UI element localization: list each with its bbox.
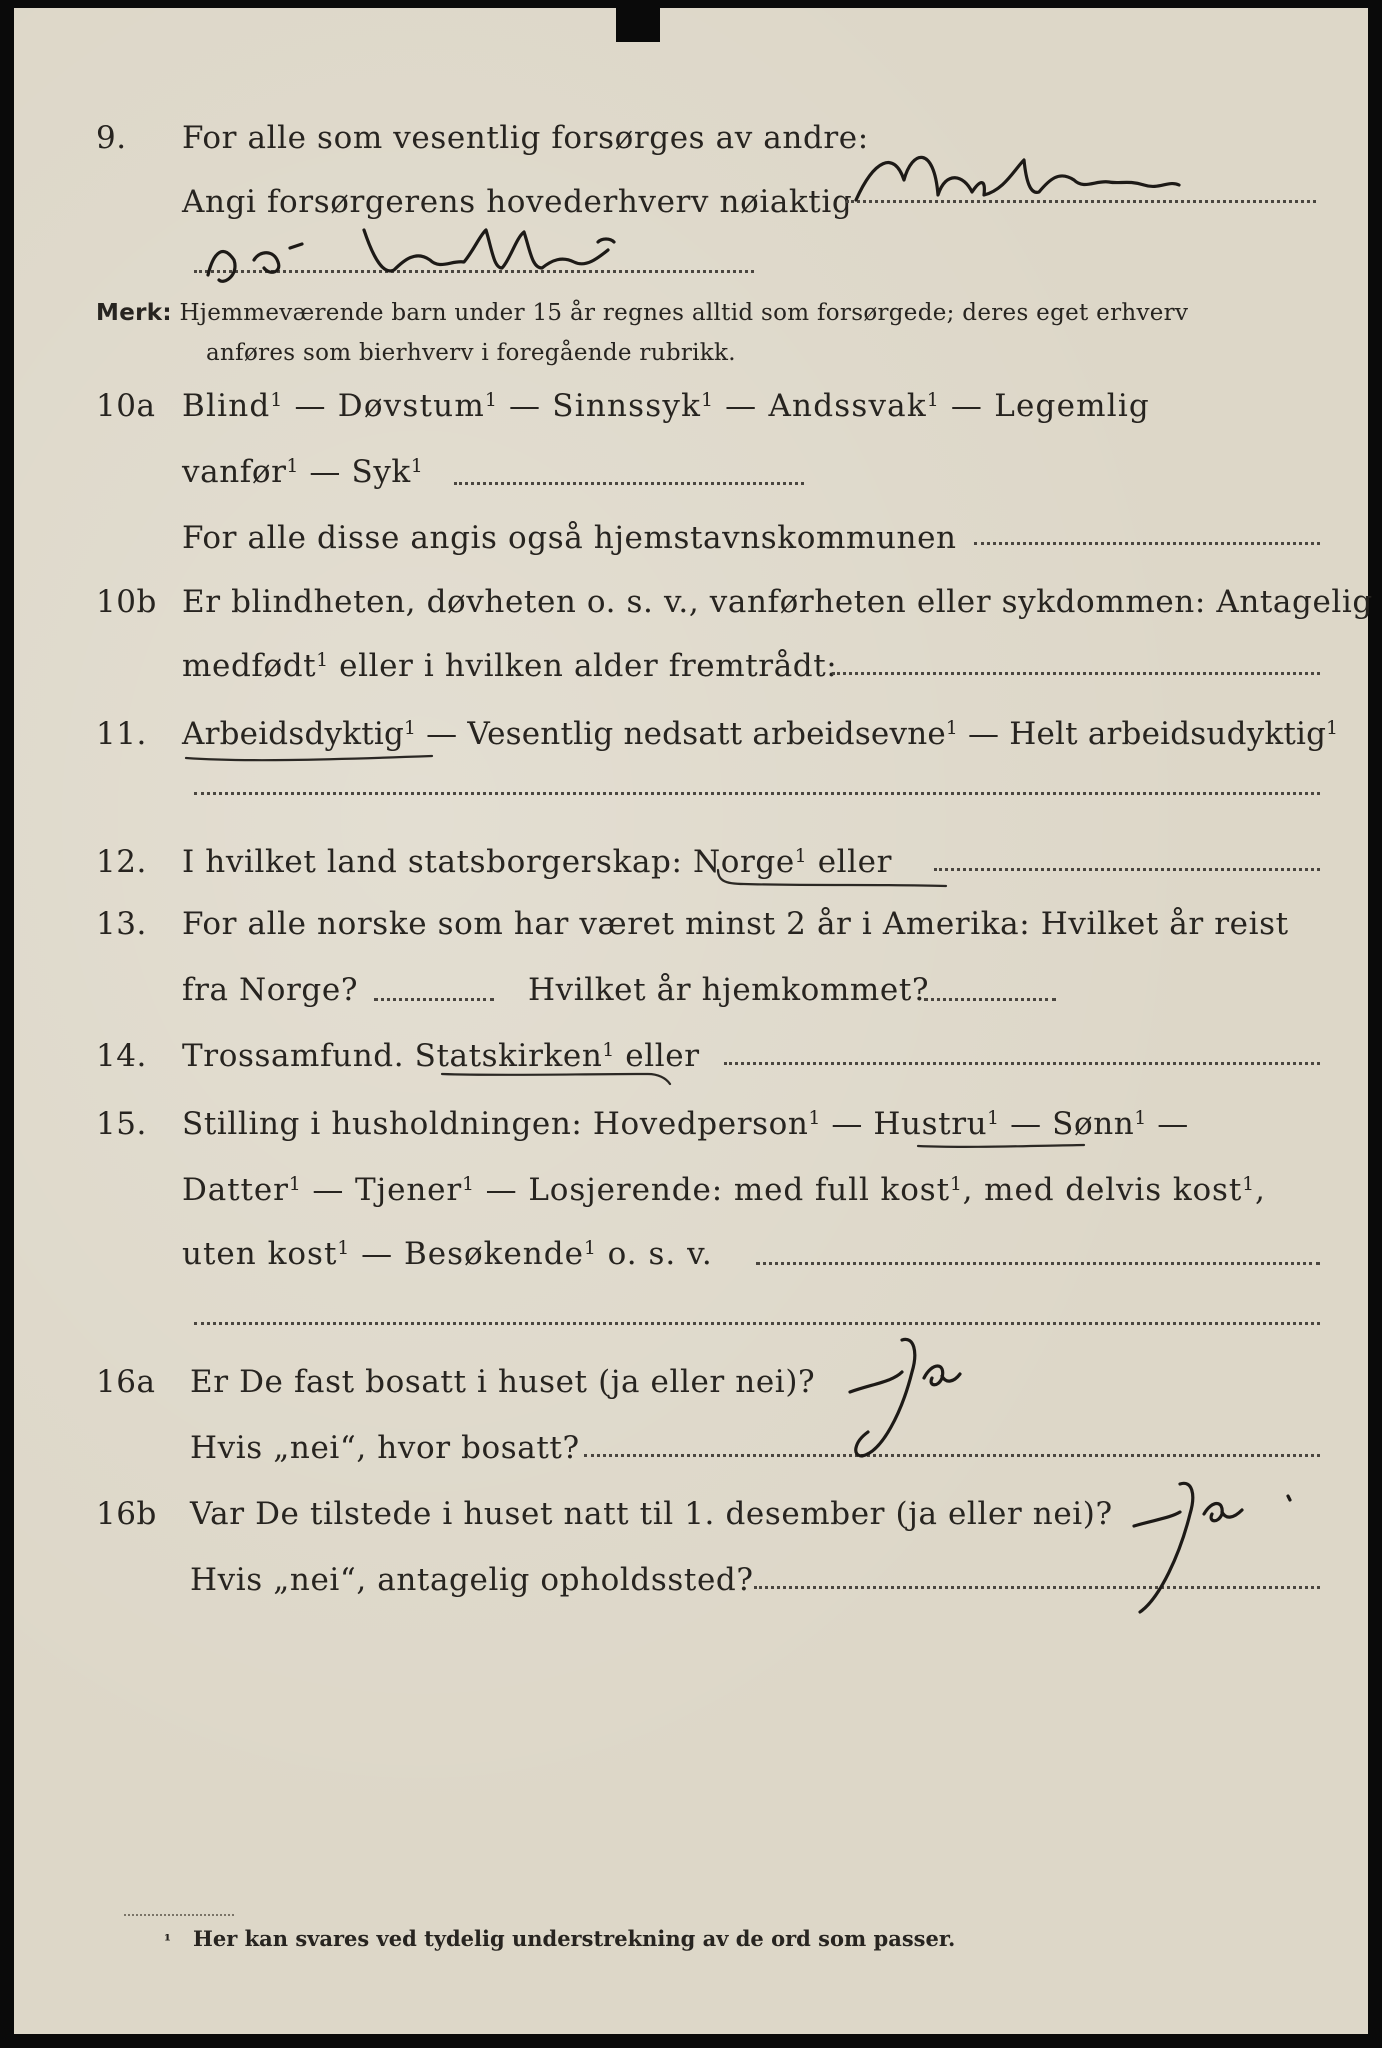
q10b-line2 [182, 648, 837, 684]
q14-text: Trossamfund. [182, 1038, 415, 1074]
q10a-andssvak: Andssvak [768, 388, 927, 424]
dash: — [999, 1106, 1053, 1142]
q10a-line1 [182, 388, 1150, 424]
dash: — [820, 1106, 874, 1142]
footnote-ref: 1 [484, 389, 498, 411]
dash: — [1146, 1106, 1189, 1142]
q11-number: 11. [96, 716, 147, 752]
footnote-marker: ¹ [164, 1931, 172, 1950]
q12-handwritten-underline [714, 864, 954, 894]
footnote-ref: 1 [404, 717, 417, 739]
q13-number: 13. [96, 906, 147, 942]
q14-answer-line [724, 1062, 1320, 1065]
q10a-dovstum: Døvstum [337, 388, 485, 424]
q14-eller: eller [614, 1038, 700, 1074]
q15-datter: Datter [182, 1172, 289, 1208]
q15-uten-kost: uten kost [182, 1236, 338, 1272]
q14-number: 14. [96, 1038, 147, 1074]
merk-text-2: anføres som bierhverv i foregående rubrikk. [206, 340, 736, 366]
q10b-line1: Er blindheten, døvheten o. s. v., vanførheten eller sykdommen: Antagelig [182, 584, 1373, 620]
footnote-ref: 1 [1134, 1107, 1147, 1129]
q15-line2: Datter$^1$ — Tjener$^1$ — Losjerende: med full kost$^1$, med delvis kost$^1$, [182, 1172, 1266, 1208]
dash: — [298, 454, 352, 490]
merk-text-1: Hjemmeværende barn under 15 år regnes alltid som forsørgede; deres eget erhverv [179, 300, 1189, 326]
q11-handwritten-underline [182, 748, 442, 768]
q11-arbeidsdyktig: Arbeidsdyktig [182, 716, 405, 752]
q9-line2: Angi forsørgerens hovederhverv nøiaktig [182, 184, 853, 220]
q16a-handwritten-answer [842, 1332, 1032, 1472]
q16a-line2: Hvis „nei“, hvor bosatt? [190, 1430, 580, 1466]
footnote-text: Her kan svares ved tydelig understrekning av de ord som passer. [193, 1926, 956, 1951]
q13-line1: For alle norske som har været minst 2 år i Amerika: Hvilket år reist [182, 906, 1289, 942]
q11-extra-line [194, 792, 1320, 795]
q12-norge: Norge [692, 844, 795, 880]
q10a-line3: For alle disse angis også hjemstavnskommunen [182, 520, 957, 556]
q15-number: 15. [96, 1106, 147, 1142]
dash: — [714, 388, 769, 424]
q15-hovedperson: Stilling i husholdningen: Hovedperson [182, 1106, 809, 1142]
q15-losjerende: Losjerende: med full kost [528, 1172, 950, 1208]
q15-hustru: Hustru [873, 1106, 988, 1142]
q16b-line1: Var De tilstede i huset natt til 1. desember (ja eller nei)? [190, 1496, 1113, 1532]
footnote-ref: 1 [316, 649, 329, 671]
dash: — [474, 1172, 529, 1208]
footnote [164, 1926, 955, 1951]
q15-besokende: Besøkende [403, 1236, 584, 1272]
q11-nedsatt: — Vesentlig nedsatt arbeidsevne [416, 716, 946, 752]
merk-note-line1 [96, 300, 1188, 326]
dash: — [350, 1236, 404, 1272]
q15-answer-line [756, 1262, 1320, 1265]
footnote-ref: 1 [462, 1173, 475, 1195]
dash: — [283, 388, 338, 424]
q15-handwritten-underline [914, 1136, 1094, 1156]
q13-hjemkommet-line [924, 998, 1056, 1001]
footnote-ref: 1 [987, 1107, 1000, 1129]
q10a-sinnssyk: Sinnssyk [552, 388, 702, 424]
q9-handwritten-answer [834, 140, 1254, 220]
q13-line2b: Hvilket år hjemkommet? [528, 972, 930, 1008]
q10a-blind: Blind [182, 388, 271, 424]
q14-statskirken: Statskirken [414, 1038, 603, 1074]
footnote-ref: 1 [583, 1237, 597, 1259]
q16b-line2: Hvis „nei“, antagelig opholdssted? [190, 1562, 754, 1598]
q12-number: 12. [96, 844, 147, 880]
q16a-number: 16a [96, 1364, 156, 1400]
footnote-ref: 1 [270, 389, 284, 411]
q10a-answer-line [454, 482, 804, 485]
q15-extra-line [194, 1322, 1320, 1325]
q15-osv: o. s. v. [596, 1236, 713, 1272]
footnote-ref: 1 [949, 1173, 963, 1195]
q15-delvis: , med delvis kost [962, 1172, 1243, 1208]
census-form-page [14, 8, 1373, 2034]
q11-udyktig: — Helt arbeidsudyktig [957, 716, 1327, 752]
q13-reist-line [374, 998, 494, 1001]
dash: — [301, 1172, 355, 1208]
q14-handwritten-underline [438, 1066, 678, 1090]
dash: — [497, 388, 553, 424]
footnote-ref: 1 [602, 1039, 615, 1061]
footnote-rule [124, 1914, 234, 1916]
footnote-ref: 1 [1242, 1173, 1255, 1195]
footnote-ref: 1 [794, 845, 808, 867]
footnote-ref: 1 [286, 455, 299, 477]
q11-line [182, 716, 1338, 752]
q9-number: 9. [96, 120, 127, 156]
footnote-ref: 1 [1326, 717, 1339, 739]
dash: — [939, 388, 995, 424]
q15-line3 [182, 1236, 713, 1272]
q10a-hjemstavn-line [974, 542, 1320, 545]
q16b-number: 16b [96, 1496, 157, 1532]
q15-sonn: Sønn [1052, 1106, 1135, 1142]
merk-label: Merk: [96, 300, 172, 326]
q15-tjener: Tjener [354, 1172, 463, 1208]
q12-eller: eller [807, 844, 893, 880]
q16b-handwritten-answer [1124, 1478, 1334, 1628]
q9-handwritten-answer-2 [194, 220, 754, 290]
q10b-alder: eller i hvilken alder fremtrådt: [328, 648, 838, 684]
q10a-line2 [182, 454, 423, 490]
q9-line1: For alle som vesentlig forsørges av andre: [182, 120, 869, 156]
footnote-ref: 1 [926, 389, 940, 411]
q10b-answer-line [832, 672, 1320, 675]
q16a-line1: Er De fast bosatt i huset (ja eller nei)? [190, 1364, 816, 1400]
footnote-ref: 1 [288, 1173, 302, 1195]
footnote-ref: 1 [945, 717, 958, 739]
q12-text: I hvilket land statsborgerskap: [182, 844, 693, 880]
q10a-number: 10a [96, 388, 156, 424]
q10a-syk: Syk [351, 454, 411, 490]
q10a-vanfor: vanfør [182, 454, 287, 490]
q12-answer-line [934, 868, 1320, 871]
footnote-ref: 1 [410, 455, 424, 477]
q10a-legemlig: Legemlig [994, 388, 1150, 424]
binding-mark [616, 8, 660, 42]
footnote-ref: 1 [337, 1237, 351, 1259]
q10b-medfodt: medfødt [182, 648, 317, 684]
q13-line2a: fra Norge? [182, 972, 359, 1008]
q10b-number: 10b [96, 584, 157, 620]
footnote-ref: 1 [701, 389, 715, 411]
footnote-ref: 1 [808, 1107, 821, 1129]
